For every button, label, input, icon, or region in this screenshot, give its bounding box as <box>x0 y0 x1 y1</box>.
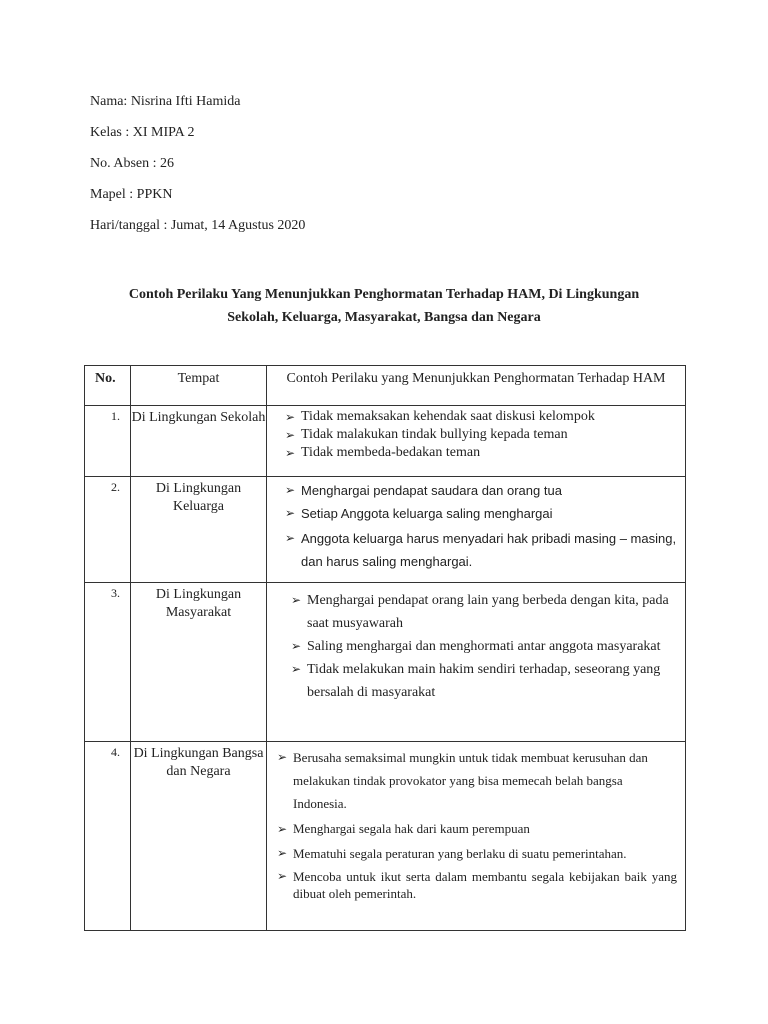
list-item: ➢ Tidak malakukan tindak bullying kepada teman <box>285 427 568 442</box>
list-item: ➢ Menghargai segala hak dari kaum perempuan <box>275 819 677 839</box>
title-line-2: Sekolah, Keluarga, Masyarakat, Bangsa dan Negara <box>227 310 541 325</box>
arrow-bullet-icon: ➢ <box>285 506 296 520</box>
subject: Mapel : PPKN <box>90 187 173 202</box>
row-number: 1. <box>85 406 131 477</box>
title-line-1: Contoh Perilaku Yang Menunjukkan Penghormatan Terhadap HAM, Di Lingkungan <box>128 287 640 302</box>
list-item: ➢ Menghargai pendapat orang lain yang berbeda dengan kita, pada saat musyawarah <box>275 589 677 635</box>
date: Hari/tanggal : Jumat, 14 Agustus 2020 <box>90 218 306 233</box>
arrow-bullet-icon: ➢ <box>285 531 296 545</box>
list-item: ➢ Menghargai pendapat saudara dan orang tua <box>275 479 677 502</box>
list-item: ➢ Tidak memaksakan kehendak saat diskusi kelompok <box>285 409 595 424</box>
arrow-bullet-icon: ➢ <box>285 446 296 460</box>
student-absence-number: No. Absen : 26 <box>90 156 174 171</box>
arrow-bullet-icon: ➢ <box>285 483 296 497</box>
student-name: Nama: Nisrina Ifti Hamida <box>90 94 241 109</box>
header-no: No. <box>85 366 131 406</box>
arrow-bullet-icon: ➢ <box>277 846 288 860</box>
arrow-bullet-icon: ➢ <box>291 662 302 676</box>
document-title <box>95 283 673 329</box>
list-item: ➢ Tidak membeda-bedakan teman <box>285 445 481 460</box>
row-items <box>267 406 686 477</box>
header-tempat: Tempat <box>131 366 267 406</box>
table-row <box>85 742 686 931</box>
list-item: ➢ Mematuhi segala peraturan yang berlaku di suatu pemerintahan. <box>277 846 627 861</box>
arrow-bullet-icon: ➢ <box>285 410 296 424</box>
row-number: 3. <box>85 583 131 742</box>
list-item: ➢ Saling menghargai dan menghormati antar anggota masyarakat <box>275 635 677 658</box>
row-items <box>267 583 686 742</box>
student-info <box>90 92 305 247</box>
table-row <box>85 477 686 583</box>
row-place: Di Lingkungan Bangsa dan Negara <box>131 742 267 931</box>
table-row <box>85 583 686 742</box>
arrow-bullet-icon: ➢ <box>277 822 288 836</box>
header-contoh: Contoh Perilaku yang Menunjukkan Penghormatan Terhadap HAM <box>267 366 686 406</box>
arrow-bullet-icon: ➢ <box>277 869 288 883</box>
row-number: 4. <box>85 742 131 931</box>
table-row <box>85 406 686 477</box>
table-header-row <box>85 366 686 406</box>
row-place: Di Lingkungan Sekolah <box>131 406 267 477</box>
arrow-bullet-icon: ➢ <box>291 593 302 607</box>
row-items <box>267 742 686 931</box>
arrow-bullet-icon: ➢ <box>277 750 288 764</box>
row-items <box>267 477 686 583</box>
student-class: Kelas : XI MIPA 2 <box>90 125 195 140</box>
row-number: 2. <box>85 477 131 583</box>
arrow-bullet-icon: ➢ <box>291 639 302 653</box>
row-place: Di Lingkungan Masyarakat <box>131 583 267 742</box>
list-item: ➢ Setiap Anggota keluarga saling menghargai <box>275 502 677 525</box>
row-place: Di Lingkungan Keluarga <box>131 477 267 583</box>
list-item: ➢ Berusaha semaksimal mungkin untuk tidak membuat kerusuhan dan melakukan tindak provokator yang bisa memecah belah bangsa Indonesia. <box>275 746 677 815</box>
arrow-bullet-icon: ➢ <box>285 428 296 442</box>
behavior-table <box>84 365 686 931</box>
list-item: ➢ Mencoba untuk ikut serta dalam membantu segala kebijakan baik yang dibuat oleh pemerintah. <box>277 869 677 901</box>
list-item: ➢ Anggota keluarga harus menyadari hak pribadi masing – masing, dan harus saling menghargai. <box>275 527 677 573</box>
list-item: ➢ Tidak melakukan main hakim sendiri terhadap, seseorang yang bersalah di masyarakat <box>275 658 677 704</box>
